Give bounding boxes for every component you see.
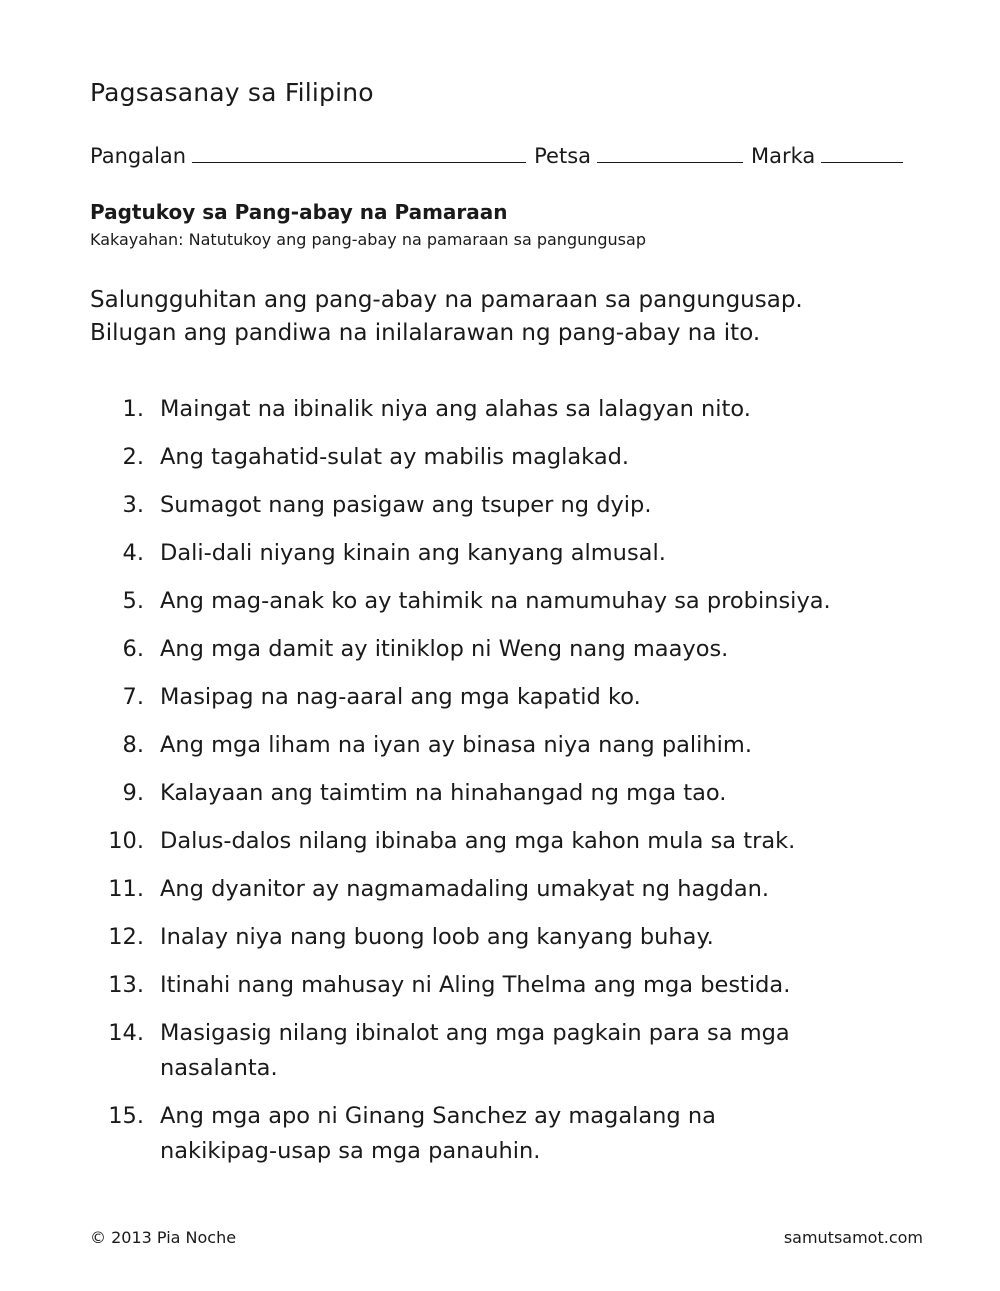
list-item [90,920,940,955]
item-text: Dalus-dalos nilang ibinaba ang mga kahon mula sa trak. [160,828,796,854]
item-number: 8. [122,732,144,758]
list-item [90,680,940,715]
page-title: Pagsasanay sa Filipino [90,78,374,107]
instruction-line: Salungguhitan ang pang-abay na pamaraan sa pangungusap. [90,287,803,313]
item-text: Sumagot nang pasigaw ang tsuper ng dyip. [160,492,652,518]
lesson-subtitle: Pagtukoy sa Pang-abay na Pamaraan [90,200,508,224]
list-item [90,488,940,523]
item-number: 3. [122,492,144,518]
item-text: Dali-dali niyang kinain ang kanyang almusal. [160,540,666,566]
item-number: 10. [108,828,144,854]
list-item [90,1016,940,1086]
list-item [90,584,940,619]
grade-blank-line[interactable] [821,144,903,163]
name-blank-line[interactable] [192,144,526,163]
grade-label: Marka [751,144,816,168]
item-number: 9. [122,780,144,806]
list-item [90,968,940,1003]
item-number: 7. [122,684,144,710]
item-text: Masigasig nilang ibinalot ang mga pagkain para sa mga nasalanta. [160,1020,790,1081]
list-item [90,824,940,859]
list-item [90,536,940,571]
name-label: Pangalan [90,144,187,168]
instruction-line: Bilugan ang pandiwa na inilalarawan ng pang-abay na ito. [90,320,761,346]
item-text: Maingat na ibinalik niya ang alahas sa lalagyan nito. [160,396,751,422]
item-text: Ang mag-anak ko ay tahimik na namumuhay sa probinsiya. [160,588,831,614]
item-number: 11. [108,876,144,902]
item-number: 6. [122,636,144,662]
item-text: Inalay niya nang buong loob ang kanyang buhay. [160,924,714,950]
student-info-fields [90,144,903,168]
item-text: Ang tagahatid-sulat ay mabilis maglakad. [160,444,630,470]
item-number: 14. [108,1020,144,1046]
item-text: Ang mga damit ay itiniklop ni Weng nang maayos. [160,636,729,662]
item-text: Kalayaan ang taimtim na hinahangad ng mga tao. [160,780,727,806]
website-credit: samutsamot.com [783,1228,923,1247]
list-item [90,728,940,763]
item-text: Itinahi nang mahusay ni Aling Thelma ang mga bestida. [160,972,791,998]
item-number: 12. [108,924,144,950]
list-item [90,776,940,811]
item-text: Ang dyanitor ay nagmamadaling umakyat ng hagdan. [160,876,770,902]
item-number: 15. [108,1103,144,1129]
item-number: 1. [122,396,144,422]
copyright-notice: © 2013 Pia Noche [90,1228,237,1247]
list-item [90,1099,940,1169]
date-blank-line[interactable] [597,144,743,163]
item-text: Ang mga apo ni Ginang Sanchez ay magalang na nakikipag-usap sa mga panauhin. [160,1103,716,1164]
skill-description: Kakayahan: Natutukoy ang pang-abay na pamaraan sa pangungusap [90,230,646,249]
item-text: Masipag na nag-aaral ang mga kapatid ko. [160,684,641,710]
item-text: Ang mga liham na iyan ay binasa niya nang palihim. [160,732,752,758]
item-number: 4. [122,540,144,566]
date-label: Petsa [534,144,592,168]
item-number: 13. [108,972,144,998]
list-item [90,392,940,427]
list-item [90,632,940,667]
list-item [90,440,940,475]
exercise-list [90,392,940,1182]
item-number: 5. [122,588,144,614]
list-item [90,872,940,907]
instructions [90,284,930,350]
item-number: 2. [122,444,144,470]
